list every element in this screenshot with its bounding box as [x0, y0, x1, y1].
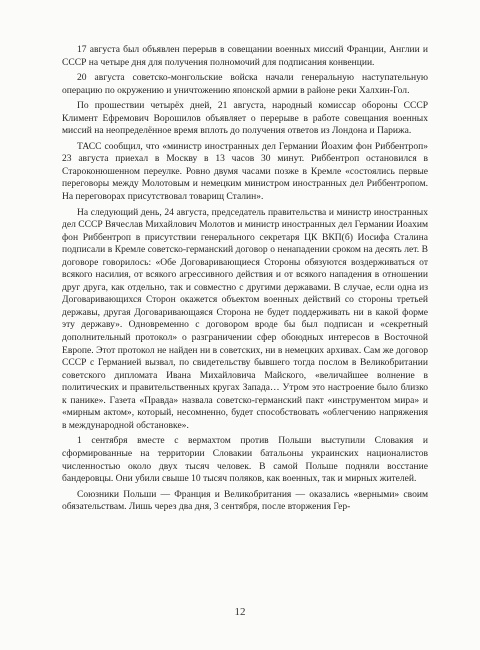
paragraph: 1 сентября вместе с вермахтом против Польши выступили Словакия и сформированные на территории Словакии батальоны украинских националистов численностью около двух тысяч человек. В самой Польше подняли восстание бандеровцы. Они убили свыше 10 тысяч поляков, как военных, так и мирных жителей.	[62, 435, 428, 485]
paragraph: 17 августа был объявлен перерыв в совещании военных миссий Франции, Англии и СССР на четыре дня для получения полномочий для подписания конвенции.	[62, 44, 428, 68]
paragraph: На следующий день, 24 августа, председатель правительства и министр иностранных дел СССР Вячеслав Михайлович Молотов и министр иностранных дел Германии Иоахим фон Риббентроп в присутствии генерального секретаря ЦК ВКП(б) Иосифа Сталина подписали в Кремле советско-германский договор о ненападении сроком на десять лет. В договоре говорилось: «Обе Договаривающиеся Стороны обязуются воздерживаться от всякого насилия, от всякого агрессивного действия и от всякого нападения в отношении друг друга, как отдельно, так и совместно с другими державами. В случае, если одна из Договаривающихся Сторон окажется объектом военных действий со стороны третьей державы, другая Договаривающаяся Сторона не будет поддерживать ни в какой форме эту державу». Одновременно с договором вроде бы был подписан и «секретный дополнительный протокол» о разграничении сфер обоюдных интересов в Восточной Европе. Этот протокол не найден ни в советских, ни в немецких архивах. Сам же договор СССР с Германией вызвал, по свидетельству бывшего тогда послом в Великобритании советского дипломата Ивана Михайловича Майского, «величайшее волнение в политических и правительственных кругах Запада… Утром это настроение было близко к панике». Газета «Правда» назвала советско-германский пакт «инструментом мира» и «мирным актом», который, несомненно, будет способствовать «облегчению напряжения в международной обстановке».	[62, 206, 428, 431]
paragraph: По прошествии четырёх дней, 21 августа, народный комиссар обороны СССР Климент Ефремович Ворошилов объявляет о перерыве в работе совещания военных миссий на неопределённое время вплоть до получения ответов из Лондона и Парижа.	[62, 100, 428, 137]
paragraph: 20 августа советско-монгольские войска начали генеральную наступательную операцию по окружению и уничтожению японской армии в районе реки Халхин-Гол.	[62, 72, 428, 96]
body-text	[62, 44, 428, 517]
page-number: 12	[234, 606, 246, 618]
paragraph: Союзники Польши — Франция и Великобритания — оказались «верными» своим обязательствам. Лишь через два дня, 3 сентября, после вторжения Гер-	[62, 488, 428, 513]
paragraph: ТАСС сообщил, что «министр иностранных дел Германии Йоахим фон Риббентроп» 23 августа приехал в Москву в 13 часов 30 минут. Риббентроп остановился в Староконюшенном переулке. Ровно двумя часами позже в Кремле «состоялись первые переговоры между Молотовым и немецким министром иностранных дел Риббентропом. На переговорах присутствовал товарищ Сталин».	[62, 140, 428, 203]
